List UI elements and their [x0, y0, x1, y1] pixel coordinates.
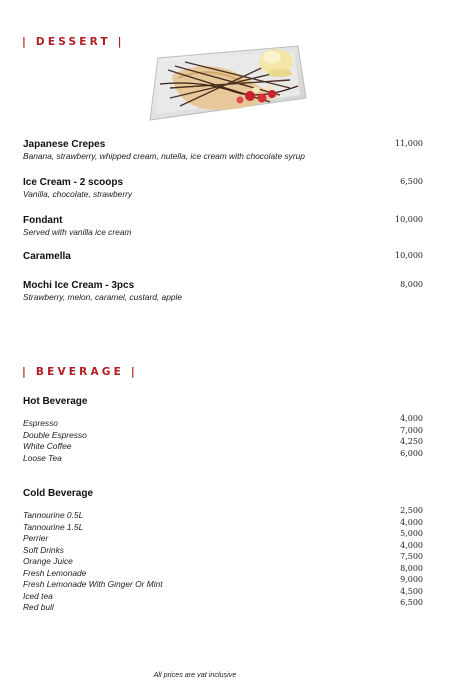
title-bar-left: | — [22, 36, 30, 48]
item-name: Red bull — [23, 602, 54, 612]
item-price: 4,000 — [400, 540, 423, 550]
hot-beverage-heading: Hot Beverage — [23, 396, 88, 407]
item-name: Tannourine 0.5L — [23, 510, 84, 520]
dessert-item — [23, 139, 423, 162]
item-name: Perrier — [23, 533, 49, 543]
item-name: Loose Tea — [23, 452, 62, 463]
item-price: 6,500 — [400, 598, 423, 607]
item-name: Fresh Lemonade — [23, 567, 87, 578]
item-price: 10,000 — [395, 215, 423, 224]
list-item — [23, 597, 423, 612]
item-price: 5,000 — [400, 529, 423, 538]
list-item — [23, 551, 423, 566]
item-price: 4,500 — [400, 586, 423, 596]
item-name: Ice Cream - 2 scoops — [23, 177, 124, 188]
item-price: 4,000 — [400, 414, 423, 423]
item-description: Served with vanilla ice cream — [23, 227, 132, 237]
item-price: 4,250 — [400, 437, 423, 446]
item-description: Vanilla, chocolate, strawberry — [23, 189, 133, 199]
item-name: Espresso — [23, 418, 58, 428]
item-price: 7,000 — [400, 425, 423, 435]
item-price: 9,000 — [400, 575, 423, 584]
dessert-item — [23, 177, 423, 200]
item-price: 4,000 — [400, 517, 423, 527]
list-item — [23, 505, 423, 520]
item-name: Fondant — [23, 215, 63, 226]
dessert-title-text: DESSERT — [35, 36, 111, 48]
beverage-section-title — [22, 366, 138, 378]
title-bar-right: | — [117, 36, 125, 48]
dessert-item — [23, 251, 423, 263]
item-price: 6,000 — [400, 448, 423, 458]
item-name: Mochi Ice Cream - 3pcs — [23, 280, 135, 291]
item-name: Japanese Crepes — [23, 139, 106, 150]
list-item — [23, 517, 423, 532]
item-price: 6,500 — [400, 177, 423, 186]
title-bar-right: | — [130, 366, 138, 378]
item-name: Caramella — [23, 251, 71, 262]
item-name: Fresh Lemonade With Ginger Or Mint — [23, 579, 163, 589]
dessert-item — [23, 280, 423, 303]
cold-beverage-heading: Cold Beverage — [23, 488, 94, 499]
item-name: Tannourine 1.5L — [23, 521, 84, 532]
item-description: Banana, strawberry, whipped cream, nutella, ice cream with chocolate syrup — [23, 151, 305, 161]
item-price: 7,500 — [400, 552, 423, 561]
item-price: 8,000 — [400, 563, 423, 573]
list-item — [23, 528, 423, 543]
dessert-item — [23, 215, 423, 238]
list-item — [23, 448, 423, 463]
list-item — [23, 540, 423, 555]
title-bar-left: | — [22, 366, 30, 378]
item-name: Double Espresso — [23, 429, 87, 440]
list-item — [23, 574, 423, 589]
item-name: White Coffee — [23, 441, 72, 451]
dessert-section-title — [22, 36, 125, 48]
item-name: Soft Drinks — [23, 544, 64, 555]
crepe-dessert-image — [140, 40, 310, 125]
list-item — [23, 586, 423, 601]
vat-footnote: All prices are vat inclusive — [153, 670, 237, 679]
item-name: Orange Juice — [23, 556, 73, 566]
item-price: 10,000 — [395, 251, 423, 260]
item-description: Strawberry, melon, caramel, custard, apple — [23, 292, 183, 302]
item-price: 8,000 — [400, 280, 423, 289]
item-name: Iced tea — [23, 590, 53, 601]
list-item — [23, 436, 423, 451]
list-item — [23, 563, 423, 578]
hot-beverage-list — [23, 413, 423, 463]
list-item — [23, 413, 423, 428]
cold-beverage-list — [23, 505, 423, 612]
item-price: 11,000 — [395, 139, 423, 148]
item-price: 2,500 — [400, 506, 423, 515]
beverage-title-text: BEVERAGE — [35, 366, 124, 378]
list-item — [23, 425, 423, 440]
